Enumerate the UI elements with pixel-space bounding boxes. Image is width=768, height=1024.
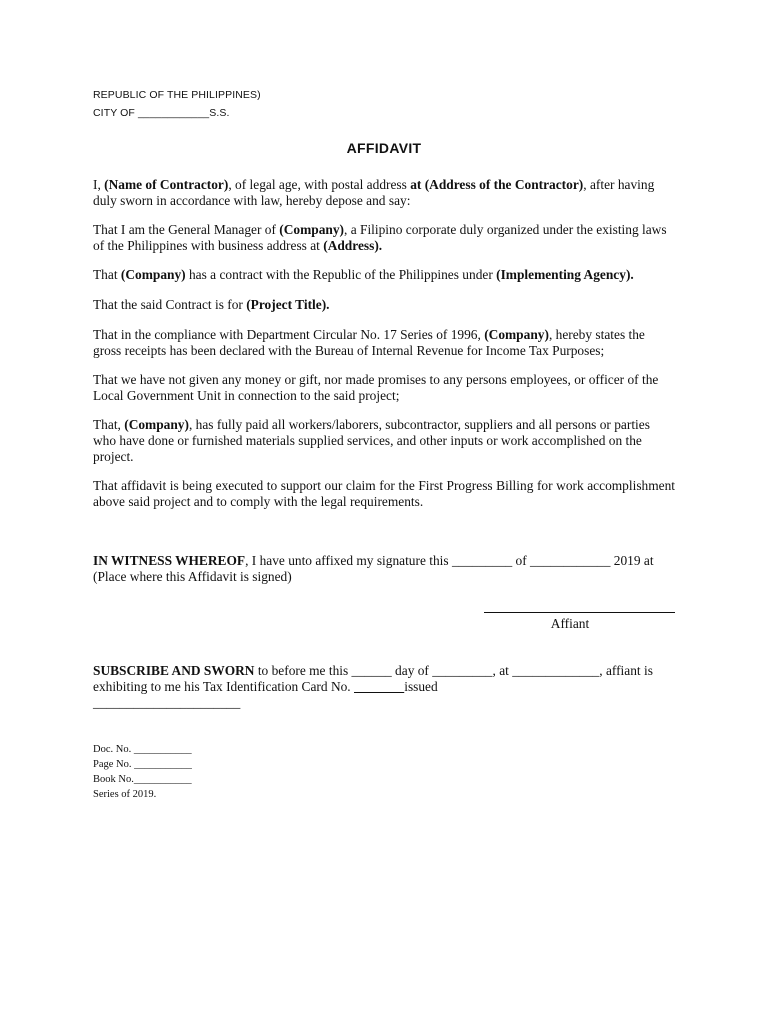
p2-text-2: , a Filipino corporate duly organized under the existing laws of the Philippines with business address at [93, 222, 667, 253]
p3-bold-2: (Implementing Agency). [496, 267, 634, 282]
p4-bold-1: (Project Title). [246, 297, 330, 312]
p1-bold-2: at (Address of the Contractor) [410, 177, 584, 192]
p1-text-2: , of legal age, with postal address [228, 177, 411, 192]
p6-text-1: That we have not given any money or gift, nor made promises to any persons employees, or officer of the Local Government Unit in connection to the said project; [93, 372, 659, 403]
witness-bold: IN WITNESS WHEREOF [93, 553, 246, 568]
paragraph-compliance [93, 327, 675, 359]
sworn-issued: issued [404, 679, 438, 694]
ss-label: S.S. [209, 107, 230, 119]
header-city [93, 107, 229, 119]
paragraph-no-gifts [93, 372, 675, 404]
page-number: Page No. ___________ [93, 759, 192, 770]
paragraph-contractor [93, 177, 675, 209]
p1-text-1: I, [93, 177, 105, 192]
affiant-label: Affiant [550, 616, 590, 631]
p1-text-3: , after having duly sworn in accordance with law, hereby depose and say: [93, 177, 655, 208]
city-blank: ____________ [137, 107, 210, 119]
p2-bold-2: (Address). [323, 238, 383, 253]
p5-bold-1: (Company) [484, 327, 549, 342]
paragraph-general-manager [93, 222, 675, 254]
p8-text-1: That affidavit is being executed to support our claim for the First Progress Billing for work accomplishment above said project and to comply with the legal requirements. [93, 478, 675, 509]
book-number: Book No.___________ [93, 774, 192, 785]
header-republic: REPUBLIC OF THE PHILIPPINES) [93, 89, 261, 101]
p4-text-1: That the said Contract is for [93, 297, 247, 312]
paragraph-contract [93, 267, 675, 283]
document-title: AFFIDAVIT [346, 140, 422, 156]
signature-line [484, 612, 675, 613]
paragraph-sworn [93, 663, 675, 695]
p3-bold-1: (Company) [120, 267, 186, 282]
paragraph-purpose [93, 478, 675, 510]
sworn-bold: SUBSCRIBE AND SWORN [93, 663, 255, 678]
witness-text: , I have unto affixed my signature this _________ of ____________ 2019 at (Place where this Affidavit is signed) [93, 553, 654, 584]
tin-blank [354, 679, 404, 694]
doc-number: Doc. No. ___________ [93, 744, 192, 755]
p2-bold-1: (Company) [279, 222, 345, 237]
p3-text-1: That [93, 267, 121, 282]
p5-text-2: , hereby states the gross receipts has been declared with the Bureau of Internal Revenue for Income Tax Purposes; [93, 327, 645, 358]
paragraph-fully-paid [93, 417, 675, 465]
sworn-trailing-blank: ______________________ [93, 695, 241, 710]
p2-text-1: That I am the General Manager of [93, 222, 280, 237]
p5-text-1: That in the compliance with Department Circular No. 17 Series of 1996, [93, 327, 485, 342]
p3-text-2: has a contract with the Republic of the Philippines under [185, 267, 497, 282]
sworn-text-1: to before me this ______ day of _________, at _____________, affiant is exhibiting to me his Tax Identification Card No. [93, 663, 653, 694]
p7-bold-1: (Company) [124, 417, 189, 432]
p7-text-1: That, [93, 417, 125, 432]
city-label: CITY OF [93, 107, 138, 119]
p1-bold-1: (Name of Contractor) [104, 177, 229, 192]
paragraph-project-title [93, 297, 675, 313]
paragraph-witness [93, 553, 675, 585]
series-year: Series of 2019. [93, 789, 157, 800]
p7-text-2: , has fully paid all workers/laborers, subcontractor, suppliers and all persons or parties who have done or furnished materials supplied services, and other inputs or work accomplished on the project. [93, 417, 650, 464]
